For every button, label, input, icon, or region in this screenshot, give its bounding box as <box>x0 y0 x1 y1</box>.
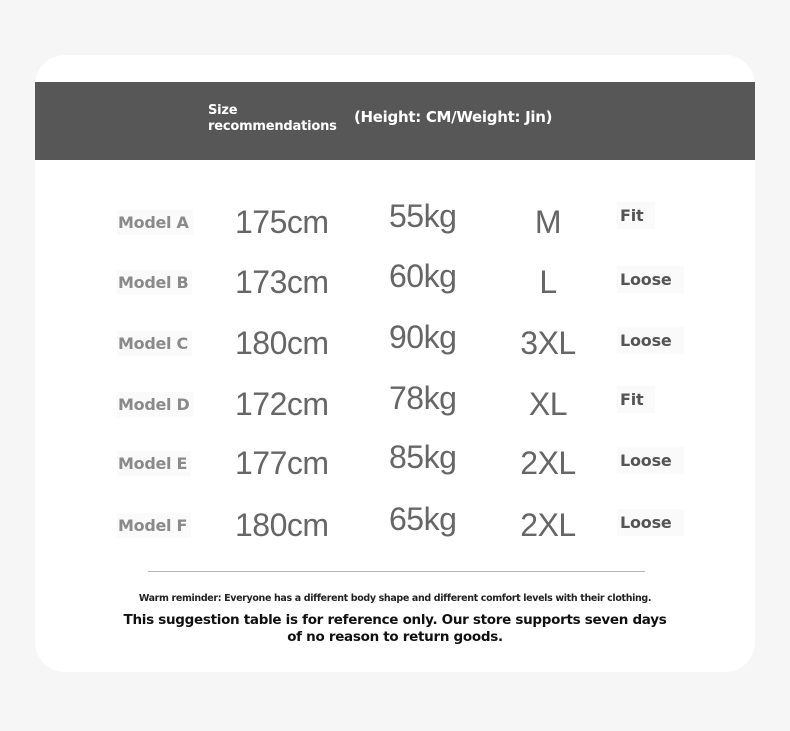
height-value: 175cm <box>235 204 329 240</box>
table-row <box>0 319 790 363</box>
size-value: 2XL <box>520 507 576 543</box>
height-value: 172cm <box>235 386 329 422</box>
fit-value: Loose <box>617 266 684 293</box>
model-label: Model C <box>117 331 192 356</box>
height-value: 173cm <box>235 264 329 300</box>
height-value: 180cm <box>235 507 329 543</box>
size-value: 3XL <box>520 325 576 361</box>
size-value: M <box>534 204 562 240</box>
table-row <box>0 439 790 483</box>
fit-value: Fit <box>617 202 655 229</box>
fit-value: Loose <box>617 447 684 474</box>
header-title: Size recommendations <box>208 103 337 134</box>
weight-value: 60kg <box>389 258 457 294</box>
weight-value: 90kg <box>389 319 457 355</box>
height-value: 177cm <box>235 445 329 481</box>
weight-value: 55kg <box>389 198 457 234</box>
size-value: L <box>539 264 557 300</box>
divider <box>148 571 645 572</box>
model-label: Model D <box>117 392 193 417</box>
table-row <box>0 380 790 424</box>
model-label: Model E <box>117 451 191 476</box>
height-value: 180cm <box>235 325 329 361</box>
model-label: Model F <box>117 513 191 538</box>
weight-value: 65kg <box>389 501 457 537</box>
weight-value: 78kg <box>389 380 457 416</box>
size-value: XL <box>528 386 568 422</box>
weight-value: 85kg <box>389 439 457 475</box>
model-label: Model B <box>117 270 192 295</box>
return-policy-notice: This suggestion table is for reference only. Our store supports seven days of no reason to return goods. <box>123 612 667 645</box>
fit-value: Loose <box>617 327 684 354</box>
size-value: 2XL <box>520 445 576 481</box>
table-row <box>0 198 790 242</box>
fit-value: Loose <box>617 509 684 536</box>
warm-reminder-text: Warm reminder: Everyone has a different body shape and different comfort levels with their clothing. <box>138 593 652 604</box>
model-label: Model A <box>117 210 193 235</box>
table-row <box>0 501 790 545</box>
fit-value: Fit <box>617 386 655 413</box>
header-units: (Height: CM/Weight: Jin) <box>354 108 553 126</box>
table-row <box>0 258 790 302</box>
